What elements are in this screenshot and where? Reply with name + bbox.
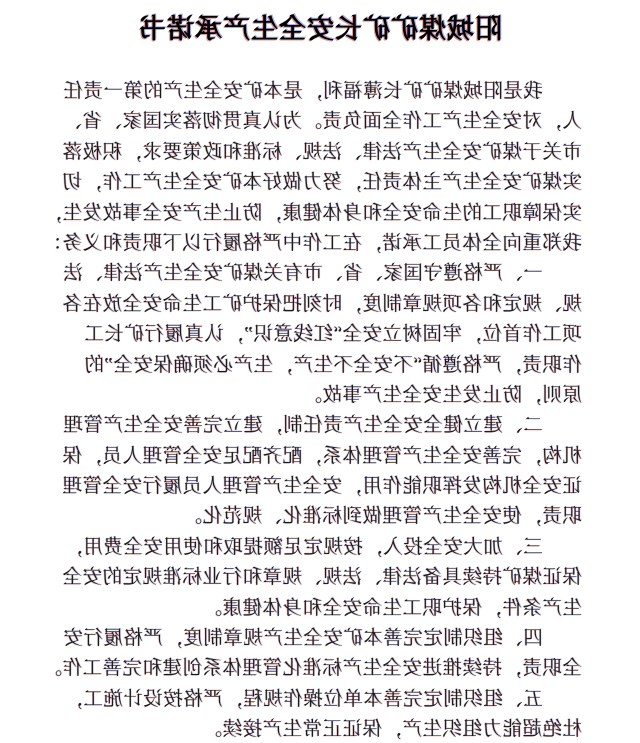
text-line: 二、建立健全安全生产责任制，建立完善安全生产管理 [62, 415, 543, 437]
document-title: 阳城煤矿矿长安全生产承诺书 [138, 14, 502, 44]
text-line: 全职责，持续推进安全生产标准化管理体系创建和完善工作。 [42, 658, 582, 680]
text-line: 五、组织制定完善本单位操作规程，严格按设计施工， [62, 688, 543, 710]
text-line: 规、规定和各项规章制度，时刻把保护矿工生命安全放在各 [62, 293, 582, 315]
text-line: 我郑重向全体员工承诺，在工作中严格履行以下职责和义务： [42, 232, 582, 254]
text-line: 项工作首位，牢固树立安全“红线意识”，认真履行矿长工 [83, 324, 582, 346]
text-line: 杜绝超能力组织生产，保证正常生产接续。 [202, 719, 582, 741]
text-line: 市关于煤矿安全生产法律、法规、标准和政策要求，积极落 [62, 141, 582, 163]
text-line: 作职责，严格遵循“不安全不生产，生产必须确保安全”的 [83, 354, 582, 376]
text-line: 机构，完善安全生产管理体系，配齐配足安全管理人员，保 [62, 445, 582, 467]
text-line: 实煤矿安全生产主体责任，努力做好本矿安全生产工作，切 [62, 172, 582, 194]
text-line: 职责，使安全生产管理做到标准化、规范化。 [182, 506, 582, 528]
text-line: 一、严格遵守国家、省、市有关煤矿安全生产法律、法 [62, 263, 543, 285]
text-line: 人，对安全生产工作全面负责。为认真贯彻落实国家、省、 [62, 111, 582, 133]
text-line: 三、加大安全投入，按规定足额提取和使用安全费用， [62, 536, 543, 558]
text-line: 保证煤矿持续具备法律、法规、规章和行业标准规定的安全 [62, 567, 582, 589]
text-line: 原则，防止发生安全生产事故。 [302, 384, 582, 406]
text-line: 实保障职工的生命安全和身体健康，防止生产安全事故发生， [42, 202, 582, 224]
text-line: 证安全机构发挥职能作用，安全生产管理人员履行安全管理 [62, 476, 582, 498]
text-line: 四、组织制定完善本矿安全生产规章制度，严格履行安 [62, 628, 543, 650]
text-line: 我是阳城煤矿矿长薄福利，是本矿安全生产的第一责任 [62, 81, 543, 102]
text-line: 生产条件，保护职工生命安全和身体健康。 [202, 597, 582, 619]
document-body [42, 77, 582, 743]
